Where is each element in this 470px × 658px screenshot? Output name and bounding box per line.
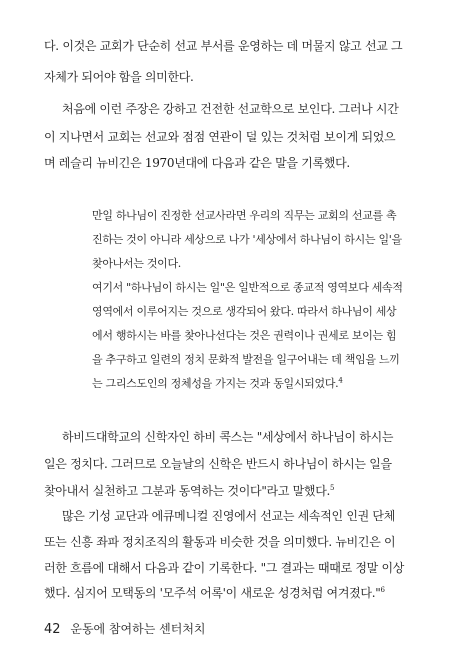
quote-line-6: 에서 행하시는 바를 찾아나선다는 것은 권력이나 권세로 보이는 힘 xyxy=(92,329,397,342)
running-title: 운동에 참여하는 센터처치 xyxy=(70,622,206,636)
footnote-marker: 6 xyxy=(380,586,385,594)
paragraph-4-line-1: 많은 기성 교단과 에큐메니컬 진영에서 선교는 세속적인 인권 단체 xyxy=(62,509,396,523)
paragraph-4-last-text: 했다. 심지어 모택동의 '모주석 어록'이 새로운 성경처럼 여겨졌다." xyxy=(44,586,381,600)
quote-line-1: 만일 하나님이 진정한 선교사라면 우리의 직무는 교회의 선교를 촉 xyxy=(92,209,397,222)
page-footer xyxy=(44,620,206,637)
quote-line-5: 영역에서 이루어지는 것으로 생각되어 왔다. 따라서 하나님이 세상 xyxy=(92,305,397,318)
paragraph-3-line-2: 일은 정치다. 그러므로 오늘날의 신학은 반드시 하나님이 하시는 일을 xyxy=(44,457,392,471)
paragraph-2-line-1: 처음에 이런 주장은 강하고 건전한 선교학으로 보인다. 그러나 시간 xyxy=(62,102,399,116)
paragraph-1-line-1: 다. 이것은 교회가 단순히 선교 부서를 운영하는 데 머물지 않고 선교 그 xyxy=(44,39,403,53)
paragraph-4-line-3: 러한 흐름에 대해서 다음과 같이 기록한다. "그 결과는 때때로 정말 이상 xyxy=(44,561,405,575)
paragraph-4-line-2: 또는 신흥 좌파 정치조직의 활동과 비슷한 것을 의미했다. 뉴비긴은 이 xyxy=(44,535,396,549)
paragraph-1-line-2: 자체가 되어야 함을 의미한다. xyxy=(44,70,194,84)
footnote-marker: 5 xyxy=(330,484,335,492)
paragraph-2-line-3: 며 레슬리 뉴비긴은 1970년대에 다음과 같은 말을 기록했다. xyxy=(44,156,350,170)
paragraph-4-line-4 xyxy=(44,586,385,600)
paragraph-2-line-2: 이 지나면서 교회는 선교와 점점 연관이 덜 있는 것처럼 보이게 되었으 xyxy=(44,130,396,144)
quote-line-3: 찾아나서는 것이다. xyxy=(92,257,182,270)
quote-last-text: 는 그리스도인의 정체성을 가지는 것과 동일시되었다. xyxy=(92,377,339,390)
quote-line-2: 진하는 것이 아니라 세상으로 나가 '세상에서 하나님이 하시는 일'을 xyxy=(92,233,402,246)
page-number: 42 xyxy=(44,622,61,637)
paragraph-3-line-3 xyxy=(44,484,334,498)
footnote-marker: 4 xyxy=(338,376,343,385)
quote-line-7: 을 추구하고 일련의 정치 문화적 발전을 일구어내는 데 책임을 느끼 xyxy=(92,353,400,366)
quote-line-8 xyxy=(92,377,343,391)
paragraph-3-line-1: 하비드대학교의 신학자인 하비 콕스는 "세상에서 하나님이 하시는 xyxy=(62,430,394,444)
quote-line-4: 여기서 "하나님이 하시는 일"은 일반적으로 종교적 영역보다 세속적 xyxy=(92,281,403,294)
paragraph-3-last-text: 찾아내서 실천하고 그분과 동역하는 것이다"라고 말했다. xyxy=(44,484,331,498)
